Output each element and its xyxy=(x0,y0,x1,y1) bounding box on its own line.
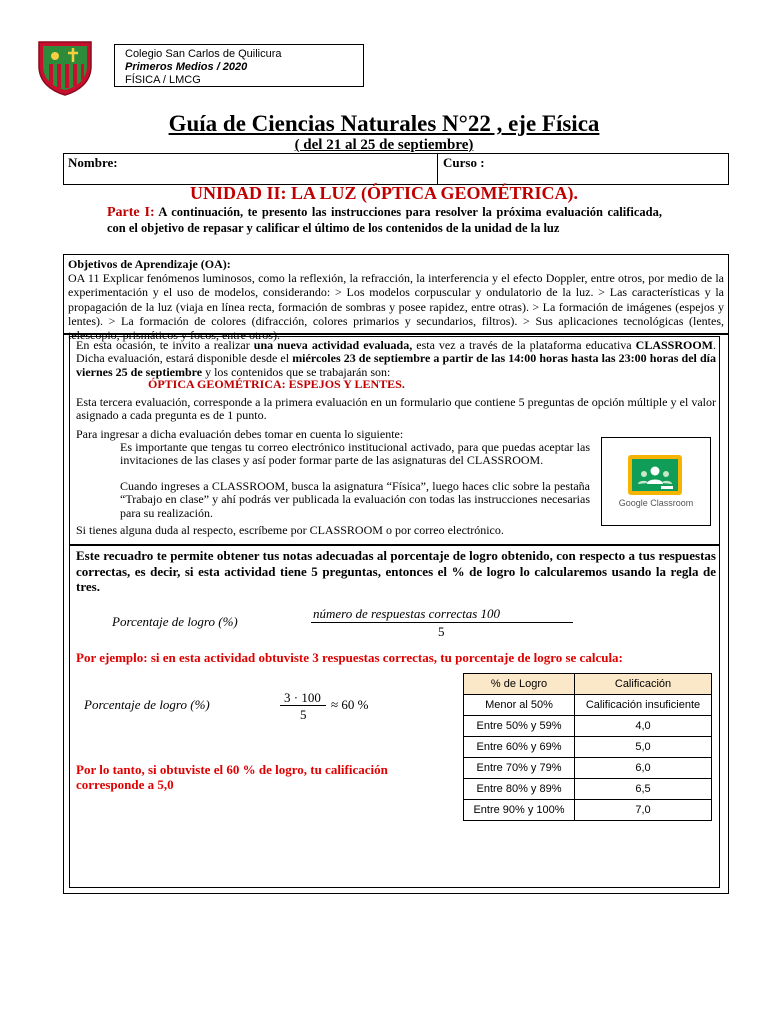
school-crest-logo xyxy=(35,36,95,96)
part-label: Parte I: xyxy=(107,205,155,220)
formula-2-denominator: 5 xyxy=(300,707,307,722)
instructions-paragraph-2: Esta tercera evaluación, corresponde a la primera evaluación en un formulario que contiene 5 preguntas de opción múltiple y el valor asignado a cada pregunta es de 1 punto. xyxy=(76,395,716,423)
school-name: Colegio San Carlos de Quilicura xyxy=(125,48,282,60)
instructions-paragraph-3: Para ingresar a dicha evaluación debes tomar en cuenta lo siguiente: xyxy=(76,427,404,441)
table-cell: 6,5 xyxy=(575,779,712,800)
table-cell: Menor al 50% xyxy=(464,695,575,716)
formula-2-result: ≈ 60 % xyxy=(331,697,369,712)
table-row xyxy=(464,758,712,779)
objectives-box xyxy=(63,254,729,343)
google-classroom-label: Google Classroom xyxy=(618,498,694,508)
table-cell: Entre 90% y 100% xyxy=(464,800,575,821)
evaluation-topic: ÓPTICA GEOMÉTRICA: ESPEJOS Y LENTES. xyxy=(148,377,405,391)
page-subtitle: ( del 21 al 25 de septiembre) xyxy=(294,137,474,153)
table-cell: 6,0 xyxy=(575,758,712,779)
formula-2-left: Porcentaje de logro (%) xyxy=(84,697,210,712)
instructions-item-email: Es importante que tengas tu correo electrónico institucional activado, para que puedas aceptar las invitaciones de las clases y así poder formar parte de las asignaturas del CLASSROOM. xyxy=(120,440,590,468)
table-cell: 5,0 xyxy=(575,737,712,758)
school-info-box xyxy=(114,44,364,87)
school-subject: FÍSICA / LMCG xyxy=(125,74,201,86)
school-grade: Primeros Medios / 2020 xyxy=(125,61,248,73)
table-cell: Entre 80% y 89% xyxy=(464,779,575,800)
formula-1-left: Porcentaje de logro (%) xyxy=(112,614,238,629)
part-intro xyxy=(107,205,662,235)
conclusion-text: Por lo tanto, si obtuviste el 60 % de logro, tu calificación corresponde a 5,0 xyxy=(76,762,388,792)
table-row xyxy=(464,716,712,737)
example-text: Por ejemplo: si en esta actividad obtuviste 3 respuestas correctas, tu porcentaje de logro se calcula: xyxy=(76,650,623,665)
table-row xyxy=(464,779,712,800)
formula-1-numerator: número de respuestas correctas 100 xyxy=(313,606,501,621)
table-header-calificacion: Calificación xyxy=(575,674,712,695)
table-cell: Calificación insuficiente xyxy=(575,695,712,716)
formula-2-numerator: 3 · 100 xyxy=(284,690,321,705)
table-row xyxy=(464,695,712,716)
table-cell: Entre 50% y 59% xyxy=(464,716,575,737)
unit-title: UNIDAD II: LA LUZ (ÓPTICA GEOMÉTRICA). xyxy=(189,183,579,203)
page-title: Guía de Ciencias Naturales N°22 , eje Física xyxy=(168,111,600,136)
table-cell: Entre 70% y 79% xyxy=(464,758,575,779)
formula-1-fraction-bar xyxy=(311,622,573,623)
table-header-logro: % de Logro xyxy=(464,674,575,695)
table-cell: 7,0 xyxy=(575,800,712,821)
grade-table xyxy=(463,673,712,821)
instructions-paragraph-contact: Si tienes alguna duda al respecto, escríbeme por CLASSROOM o por correo electrónico. xyxy=(76,523,504,537)
table-row xyxy=(464,800,712,821)
name-course-box xyxy=(63,153,729,185)
objectives-text: OA 11 Explicar fenómenos luminosos, como la reflexión, la refracción, la interferencia y el efecto Doppler, entre otros, por medio de la experimentación y el uso de modelos, considerando: > Los modelos corpuscular y ondulatorio de la luz. > Las características y la propagación de la luz (viaja en línea recta, formación de sombras y posee rapidez, entre otras). > La formación de imágenes (espejos y lentes). > La formación de colores (difracción, colores primarios y secundarios, filtros). > Sus aplicaciones tecnológicas (lentes, telescopio, prismáticos y focos, entre otros). xyxy=(68,271,724,343)
instructions-item-classroom: Cuando ingreses a CLASSROOM, busca la asignatura “Física”, luego haces clic sobre la pestaña “Trabajo en clase” y ahí podrás ver publicada la evaluación con todas las instrucciones necesarias para su realización. xyxy=(120,479,590,520)
formula-1-denominator: 5 xyxy=(438,624,445,639)
google-classroom-icon xyxy=(628,455,682,495)
part-text: A continuación, te presento las instrucciones para resolver la próxima evaluación calificada, con el objetivo de repasar y calificar el último de los contenidos de la unidad de la luz xyxy=(107,205,662,235)
instructions-paragraph-1: En esta ocasión, te invito a realizar una nueva actividad evaluada, esta vez a través de la plataforma educativa CLASSROOM. Dicha evaluación, estará disponible desde el miércoles 23 de septiembre a partir de las 14:00 horas hasta las 23:00 horas del día viernes 25 de septiembre y los contenidos que se trabajarán son: xyxy=(76,338,716,379)
grading-intro: Este recuadro te permite obtener tus notas adecuadas al porcentaje de logro obtenido, con respecto a tus respuestas correctas, es decir, si esta actividad tiene 5 preguntas, entonces el % de logro lo calcularemos usando la regla de tres. xyxy=(76,548,716,594)
course-field-label: Curso : xyxy=(443,155,485,170)
formula-2-fraction-bar xyxy=(280,705,326,706)
table-row xyxy=(464,737,712,758)
name-field-label: Nombre: xyxy=(68,155,118,170)
table-cell: Entre 60% y 69% xyxy=(464,737,575,758)
objectives-heading: Objetivos de Aprendizaje (OA): xyxy=(68,257,231,271)
table-cell: 4,0 xyxy=(575,716,712,737)
